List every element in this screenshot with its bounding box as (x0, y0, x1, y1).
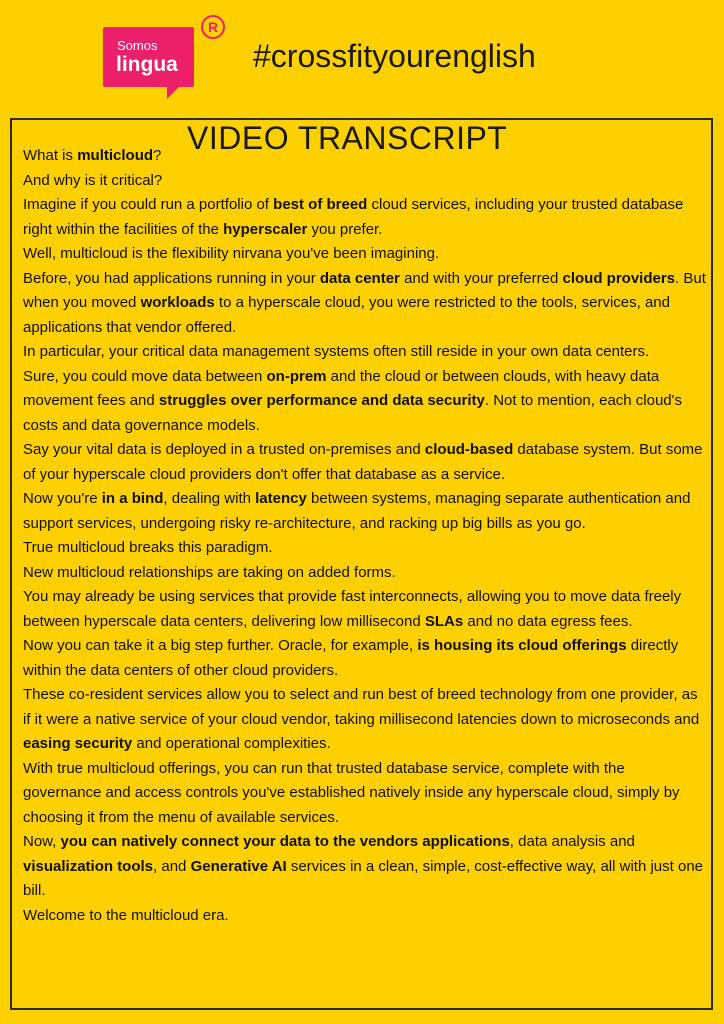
transcript-paragraph (23, 487, 707, 536)
page-title: VIDEO TRANSCRIPT (187, 120, 508, 156)
text-run: Say your vital data is deployed in a trusted on-premises and (23, 441, 425, 458)
bold-term: best of breed (273, 196, 368, 213)
text-run: you prefer. (307, 220, 383, 238)
text-run: Sure, you could move data between (23, 367, 267, 385)
transcript-paragraph (23, 193, 707, 242)
bold-term: easing security (23, 735, 133, 752)
registered-mark-icon: R (201, 15, 225, 39)
transcript-paragraph (23, 340, 707, 365)
bold-term: visualization tools (23, 857, 154, 875)
bold-term: SLAs (424, 612, 464, 630)
bold-term: data center (319, 269, 400, 287)
text-run: , and (153, 857, 191, 875)
text-run: You may already be using services that provide fast interconnects, allowing you to move data freely between hyperscale data centers, delivering low millisecond (23, 588, 682, 630)
text-run: With true multicloud offerings, you can run that trusted database service, complete with the governance and access controls you've established natively inside any hyperscale cloud, simply by choosing it from the menu of available services. (23, 759, 680, 826)
transcript-body (23, 144, 707, 928)
text-run: and with your preferred (399, 269, 563, 287)
bold-term: latency (255, 490, 307, 507)
text-run: Before, you had applications running in your (23, 269, 320, 287)
bold-term: workloads (140, 294, 215, 311)
transcript-paragraph (23, 144, 707, 169)
bold-term: Generative AI (190, 857, 287, 875)
text-run: Now you can take it a big step further. Oracle, for example, (23, 637, 418, 654)
text-run: What is (23, 147, 78, 164)
hashtag-heading: #crossfityourenglish (253, 38, 536, 74)
transcript-paragraph (23, 634, 707, 683)
transcript-paragraph (23, 830, 707, 904)
bold-term: on-prem (266, 367, 327, 385)
text-run: Now you're (23, 490, 102, 507)
text-run: New multicloud relationships are taking on added forms. (23, 563, 396, 581)
text-run: ? (153, 147, 162, 164)
text-run: and operational complexities. (132, 735, 331, 752)
text-run: cloud services, including your trusted database right within the facilities of the (23, 196, 684, 238)
text-run: Welcome to the multicloud era. (23, 906, 229, 924)
text-run: . Not to mention, each cloud's costs and data governance models. (23, 392, 683, 434)
transcript-paragraph (23, 585, 707, 634)
logo-top-text: Somos (117, 38, 158, 53)
transcript-paragraph (23, 267, 707, 341)
bold-term: multicloud (77, 147, 154, 164)
transcript-paragraph (23, 242, 707, 267)
text-run: , data analysis and (509, 833, 635, 850)
transcript-paragraph (23, 683, 707, 757)
text-run: Well, multicloud is the flexibility nirvana you've been imagining. (23, 245, 440, 262)
transcript-paragraph (23, 536, 707, 561)
text-run: . But when you moved (23, 269, 706, 311)
somos-lingua-logo (103, 27, 194, 87)
text-run: to a hyperscale cloud, you were restricted to the tools, services, and applications that vendor offered. (23, 294, 670, 336)
text-run: , dealing with (163, 490, 256, 507)
text-run: Now, (23, 833, 61, 850)
text-run: directly within the data centers of other cloud providers. (23, 637, 679, 679)
text-run: These co-resident services allow you to select and run best of breed technology from one provider, as if it were a native service of your cloud vendor, taking millisecond latencies down to microseconds and (23, 686, 700, 728)
text-run: and the cloud or between clouds, with heavy data movement fees and (23, 367, 660, 409)
bold-term: is housing its cloud offerings (417, 637, 627, 654)
bold-term: you can natively connect your data to the vendors applications (60, 833, 510, 850)
transcript-paragraph (23, 904, 707, 929)
logo-main-text: lingua (116, 53, 178, 76)
text-run: True multicloud breaks this paradigm. (23, 539, 273, 556)
bold-term: in a bind (101, 490, 164, 507)
text-run: And why is it critical? (23, 171, 163, 189)
text-run: In particular, your critical data management systems often still reside in your own data centers. (23, 343, 650, 360)
text-run: services in a clean, simple, cost-effective way, all with just one bill. (23, 857, 704, 899)
bold-term: cloud providers (562, 269, 676, 287)
text-run: database system. But some of your hyperscale cloud providers don't offer that database as a service. (23, 441, 703, 483)
transcript-paragraph (23, 561, 707, 586)
bold-term: struggles over performance and data security (158, 392, 485, 409)
transcript-paragraph (23, 757, 707, 831)
transcript-paragraph (23, 169, 707, 194)
text-run: and no data egress fees. (463, 612, 633, 630)
bold-term: hyperscaler (223, 220, 308, 238)
transcript-paragraph (23, 438, 707, 487)
text-run: Imagine if you could run a portfolio of (23, 196, 274, 213)
text-run: between systems, managing separate authentication and support services, undergoing risky re-architecture, and racking up big bills as you go. (23, 490, 691, 532)
bold-term: cloud-based (424, 441, 514, 458)
transcript-paragraph (23, 365, 707, 439)
